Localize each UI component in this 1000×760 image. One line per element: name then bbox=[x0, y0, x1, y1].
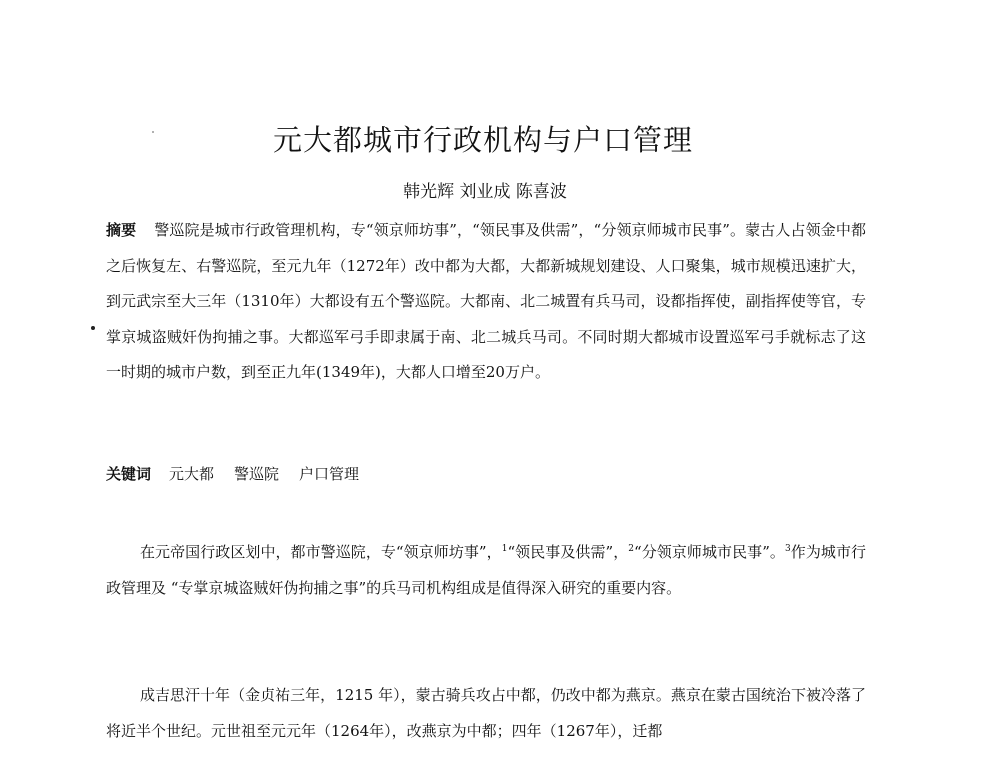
keywords bbox=[106, 463, 866, 484]
keyword: 元大都 bbox=[169, 465, 215, 483]
footnote-marker: 1 bbox=[501, 544, 508, 554]
keyword: 警巡院 bbox=[234, 465, 280, 483]
abstract-label: 摘要 bbox=[106, 221, 137, 239]
paragraph-text: “领民事及供需”， bbox=[507, 543, 629, 561]
paragraph-text: 在元帝国行政区划中，都市警巡院，专“领京师坊事”， bbox=[140, 543, 502, 561]
footnote-marker: 2 bbox=[628, 544, 635, 554]
abstract-text: 警巡院是城市行政管理机构，专“领京师坊事”，“领民事及供需”，“分领京师城市民事”。蒙古人占领金中都之后恢复左、右警巡院，至元九年（1272年）改中都为大都，大都新城规划建设、人口聚集，城市规模迅速扩大，到元武宗至大三年（1310年）大都设有五个警巡院。大都南、北二城置有兵马司，设都指挥使，副指挥使等官，专掌京城盗贼奸伪拘捕之事。大都巡军弓手即隶属于南、北二城兵马司。不同时期大都城市设置巡军弓手就标志了这一时期的城市户数，到至正九年(1349年)，大都人口增至20万户。 bbox=[106, 221, 866, 381]
scan-speck bbox=[91, 326, 95, 330]
abstract bbox=[106, 213, 866, 391]
footnote-marker: 3 bbox=[784, 544, 791, 554]
paragraph-text: “分领京师城市民事”。 bbox=[634, 543, 785, 561]
paragraph-text: 成吉思汗十年（金贞祐三年，1215 年），蒙古骑兵攻占中都，仍改中都为燕京。燕京在蒙古国统治下被冷落了将近半个世纪。元世祖至元元年（1264年），改燕京为中都；四年（1267年），迁都 bbox=[106, 686, 866, 740]
body-paragraph bbox=[106, 677, 866, 749]
paper-title: 元大都城市行政机构与户口管理 bbox=[272, 123, 693, 157]
keywords-label: 关键词 bbox=[106, 465, 152, 483]
paper-authors: 韩光辉 刘业成 陈喜波 bbox=[403, 182, 567, 202]
keyword: 户口管理 bbox=[299, 465, 360, 483]
paragraph-text: 作为城市行政管理及 “专掌京城盗贼奸伪拘捕之事”的兵马司机构组成是值得深入研究的重要内容。 bbox=[106, 543, 866, 597]
body-paragraph bbox=[106, 534, 866, 606]
